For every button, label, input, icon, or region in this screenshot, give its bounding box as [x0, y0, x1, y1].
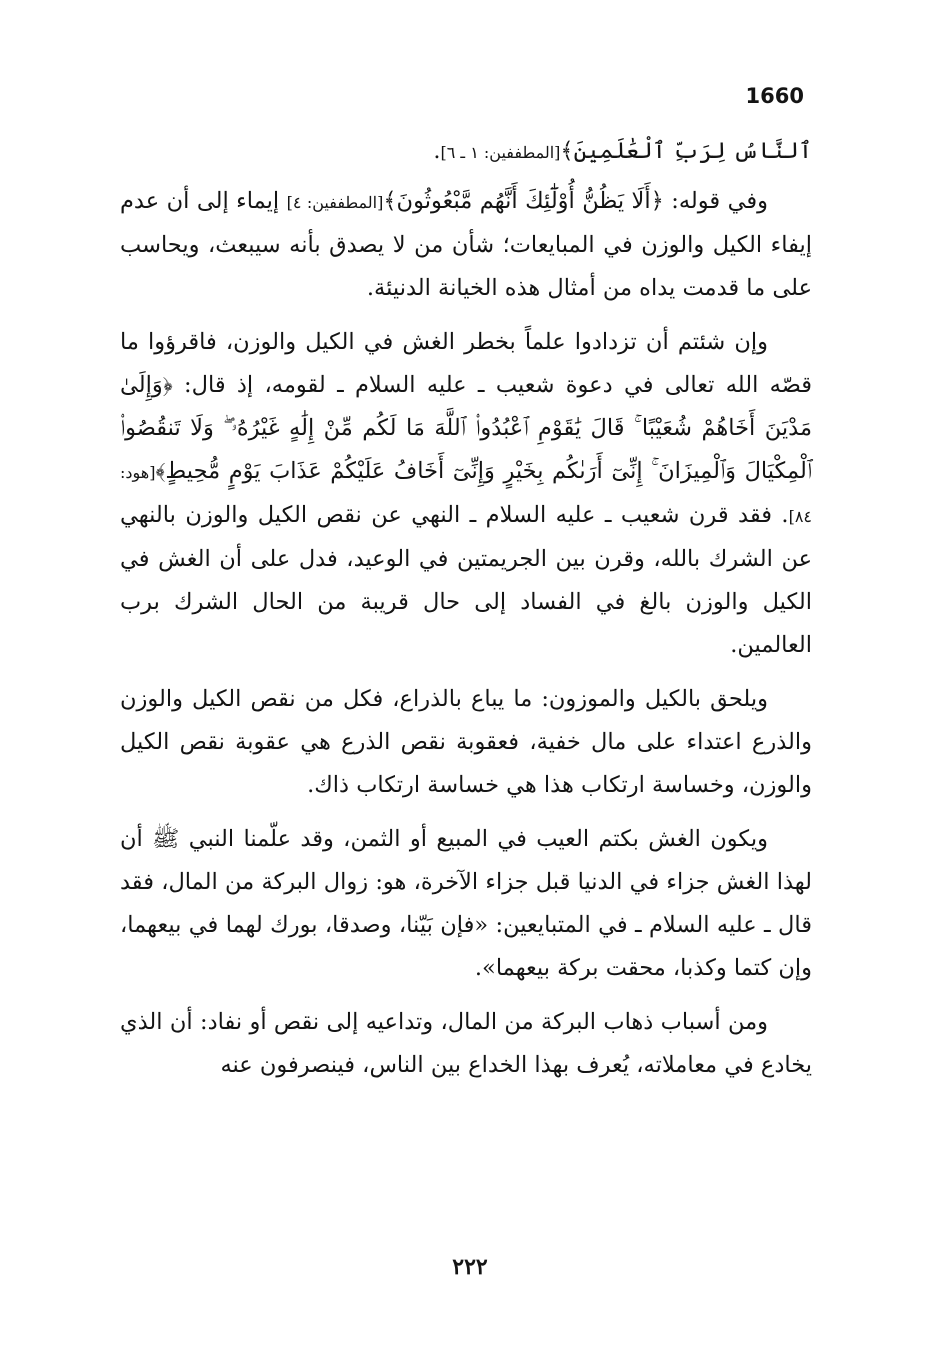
- page-number-header: 1660: [745, 84, 804, 108]
- body-text: [120, 130, 812, 1098]
- paragraph-2: [120, 321, 812, 667]
- verse-reference: [هود: ٨٤]: [120, 463, 812, 526]
- paragraph-4: ويكون الغش بكتم العيب في المبيع أو الثمن، وقد علّمنا النبي ﷺ أن لهذا الغش جزاء في الدنيا قبل جزاء الآخرة، هو: زوال البركة من المال، فقد قال ـ عليه السلام ـ في المتبايعين: «فإن بَيّنا، وصدقا، بورك لهما في بيعهما، وإن كتما وكذبا، محقت بركة بيعهما».: [120, 826, 812, 981]
- paragraph-3: ويلحق بالكيل والموزون: ما يباع بالذراع، فكل من نقص الكيل والوزن والذرع اعتداء على مال خفية، فعقوبة نقص الذرع هي عقوبة نقص الكيل والوزن، وخساسة ارتكاب هذا هي خساسة ارتكاب ذاك.: [120, 686, 812, 798]
- quran-verse: ﴿أَلَا يَظُنُّ أُوْلَٰٓئِكَ أَنَّهُم مَّبْعُوثُونَ﴾: [383, 188, 664, 214]
- verse-reference: [المطففين: ١ ـ ٦]: [440, 143, 561, 162]
- paragraph-rest: إيماء إلى أن عدم إيفاء الكيل والوزن في المبايعات؛ شأن من لا يصدق بأنه سيبعث، ويحاسب على ما قدمت يداه من أمثال هذه الخيانة الدنيئة.: [120, 188, 812, 301]
- verse-reference: [المطففين: ٤]: [286, 193, 384, 212]
- quran-verse: ﴿وَإِلَىٰ مَدْيَنَ أَخَاهُمْ شُعَيْبًا ۚ قَالَ يَٰقَوْمِ ٱعْبُدُوا۟ ٱللَّهَ مَا لَكُم مِّنْ إِلَٰهٍ غَيْرُهُۥ ۖ وَلَا تَنقُصُوا۟ ٱلْمِكْيَالَ وَٱلْمِيزَانَ ۚ إِنِّىٓ أَرَىٰكُم بِخَيْرٍ وَإِنِّىٓ أَخَافُ عَلَيْكُمْ عَذَابَ يَوْمٍ مُّحِيطٍ﴾: [120, 372, 812, 484]
- paragraph-rest: . فقد قرن شعيب ـ عليه السلام ـ النهي عن نقص الكيل والوزن بالنهي عن الشرك بالله، وقرن بين الجريمتين في الوعيد، فدل على أن الغش في الكيل والوزن بالغ في الفساد إلى حال قريبة من الحال الشرك برب العالمين.: [120, 502, 812, 658]
- page-number-footer: ٢٢٢: [452, 1254, 488, 1280]
- paragraph-5: ومن أسباب ذهاب البركة من المال، وتداعيه إلى نقص أو نفاد: أن الذي يخادع في معاملاته، يُعرف بهذا الخداع بين الناس، فينصرفون عنه: [120, 1009, 812, 1078]
- paragraph-lead: وإن شئتم أن تزدادوا علماً بخطر الغش في الكيل والوزن، فاقرؤوا ما قصّه الله تعالى في دعوة شعيب ـ عليه السلام ـ لقومه، إذ قال:: [120, 329, 812, 398]
- paragraph-1: [120, 180, 812, 310]
- paragraph-verse-continuation: [120, 130, 812, 174]
- paragraph-end: .: [433, 138, 441, 164]
- paragraph-lead: وفي قوله:: [663, 188, 769, 214]
- quran-verse: ٱلنَّاسُ لِرَبِّ ٱلْعَٰلَمِينَ﴾: [560, 138, 812, 164]
